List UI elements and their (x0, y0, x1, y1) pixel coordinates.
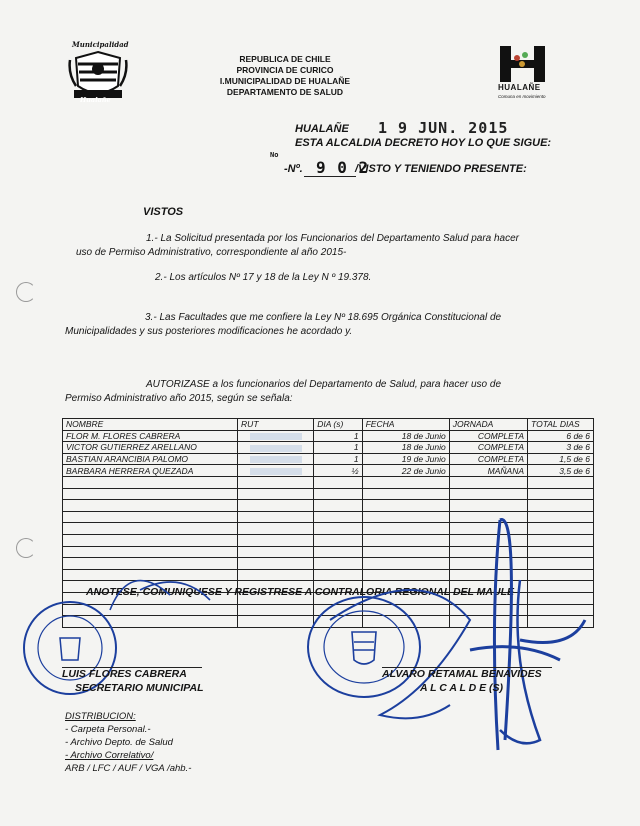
decree-number-label: -Nº. (284, 163, 303, 175)
table-header-row (63, 419, 594, 431)
anotese-line: ANOTESE, COMUNIQUESE Y REGISTRESE A CONTRALORIA REGIONAL DEL MAULE (86, 586, 515, 598)
letterhead (210, 54, 360, 98)
cell-rut-redacted (238, 453, 314, 465)
secretary-title: SECRETARIO MUNICIPAL (75, 682, 204, 694)
table-row-empty (63, 476, 594, 488)
crest-top-text: Municipalidad (72, 40, 129, 49)
cell-jornada: COMPLETA (449, 453, 527, 465)
distribution-item: - Archivo Correlativo/ (65, 750, 154, 761)
cell-rut-redacted (238, 442, 314, 454)
cell-dias: ½ (314, 465, 362, 477)
letterhead-line: I.MUNICIPALIDAD DE HUALAÑE (219, 76, 351, 86)
vistos-p2: 2.- Los artículos Nº 17 y 18 de la Ley N º 19.378. (155, 272, 372, 283)
table-row (63, 465, 594, 477)
distribution-initials: ARB / LFC / AUF / VGA /ahb.- (65, 763, 192, 774)
cell-fecha: 22 de Junio (362, 465, 449, 477)
hualane-logo-name: HUALAÑE (498, 83, 541, 92)
col-header-nombre: NOMBRE (63, 419, 238, 431)
vistos-p1-line1: 1.- La Solicitud presentada por los Funcionarios del Departamento Salud para hacer (146, 233, 519, 244)
hualane-logo-tagline: Comuna en movimiento (498, 94, 546, 99)
municipal-crest-logo (66, 42, 130, 104)
cell-dias: 1 (314, 430, 362, 442)
cell-fecha: 18 de Junio (362, 430, 449, 442)
col-header-total: TOTAL DIAS (528, 419, 594, 431)
cell-dias: 1 (314, 442, 362, 454)
distribution-item: - Archivo Depto. de Salud (65, 737, 173, 748)
autoriza-line2: Permiso Administrativo año 2015, según se señala: (65, 393, 293, 404)
col-header-fecha: FECHA (362, 419, 449, 431)
punch-hole-mark (16, 538, 36, 558)
cell-nombre: BARBARA HERRERA QUEZADA (63, 465, 238, 477)
table-row (63, 430, 594, 442)
vistos-title: VISTOS (143, 206, 184, 218)
vistos-p1-line2: uso de Permiso Administrativo, correspondiente al año 2015- (76, 247, 347, 258)
cell-rut-redacted (238, 465, 314, 477)
letterhead-line: PROVINCIA DE CURICO (236, 65, 334, 75)
mayor-title: A L C A L D E (S) (420, 682, 504, 694)
table-row (63, 442, 594, 454)
cell-total: 6 de 6 (528, 430, 594, 442)
cell-nombre: VICTOR GUTIERREZ ARELLANO (63, 442, 238, 454)
letterhead-line: REPUBLICA DE CHILE (239, 54, 331, 64)
visto-text: /VISTO Y TENIENDO PRESENTE: (355, 163, 527, 175)
vistos-p3-line2: Municipalidades y sus posteriores modificaciones he acordado y. (65, 326, 353, 337)
letterhead-line: DEPARTAMENTO DE SALUD (226, 87, 344, 97)
date-stamp: 1 9 JUN. 2015 (378, 119, 509, 137)
table-row-empty (63, 488, 594, 500)
cell-total: 1,5 de 6 (528, 453, 594, 465)
cell-jornada: COMPLETA (449, 430, 527, 442)
autoriza-line1: AUTORIZASE a los funcionarios del Departamento de Salud, para hacer uso de (146, 379, 502, 390)
cell-total: 3 de 6 (528, 442, 594, 454)
crest-bottom-text: Hualañe (80, 96, 111, 104)
mayor-name: ALVARO RETAMAL BENAVIDES (382, 668, 542, 680)
cell-rut-redacted (238, 430, 314, 442)
cell-nombre: FLOR M. FLORES CABRERA (63, 430, 238, 442)
decree-place: HUALAÑE (295, 123, 349, 135)
cell-fecha: 18 de Junio (362, 442, 449, 454)
decree-intro: ESTA ALCALDIA DECRETO HOY LO QUE SIGUE: (295, 137, 552, 149)
cell-jornada: COMPLETA (449, 442, 527, 454)
number-stamp-mark: No (270, 151, 279, 159)
col-header-rut: RUT (238, 419, 314, 431)
cell-dias: 1 (314, 453, 362, 465)
mayor-name-line (382, 667, 552, 668)
cell-nombre: BASTIAN ARANCIBIA PALOMO (63, 453, 238, 465)
decree-number-underline (304, 176, 356, 177)
cell-fecha: 19 de Junio (362, 453, 449, 465)
distribution-title: DISTRIBUCION: (65, 711, 136, 722)
secretary-name: LUIS FLORES CABRERA (62, 668, 187, 680)
vistos-p3-line1: 3.- Las Facultades que me confiere la Ley Nº 18.695 Orgánica Constitucional de (145, 312, 502, 323)
table-row (63, 453, 594, 465)
cell-total: 3,5 de 6 (528, 465, 594, 477)
hualane-logo (492, 44, 556, 106)
col-header-jornada: JORNADA (449, 419, 527, 431)
punch-hole-mark (16, 282, 36, 302)
decree-number: 9 0 2 (316, 158, 370, 177)
hualane-h-icon (492, 44, 556, 84)
col-header-dias: DIA (s) (314, 419, 362, 431)
distribution-item: - Carpeta Personal.- (65, 724, 151, 735)
cell-jornada: MAÑANA (449, 465, 527, 477)
secretary-name-line (62, 667, 202, 668)
